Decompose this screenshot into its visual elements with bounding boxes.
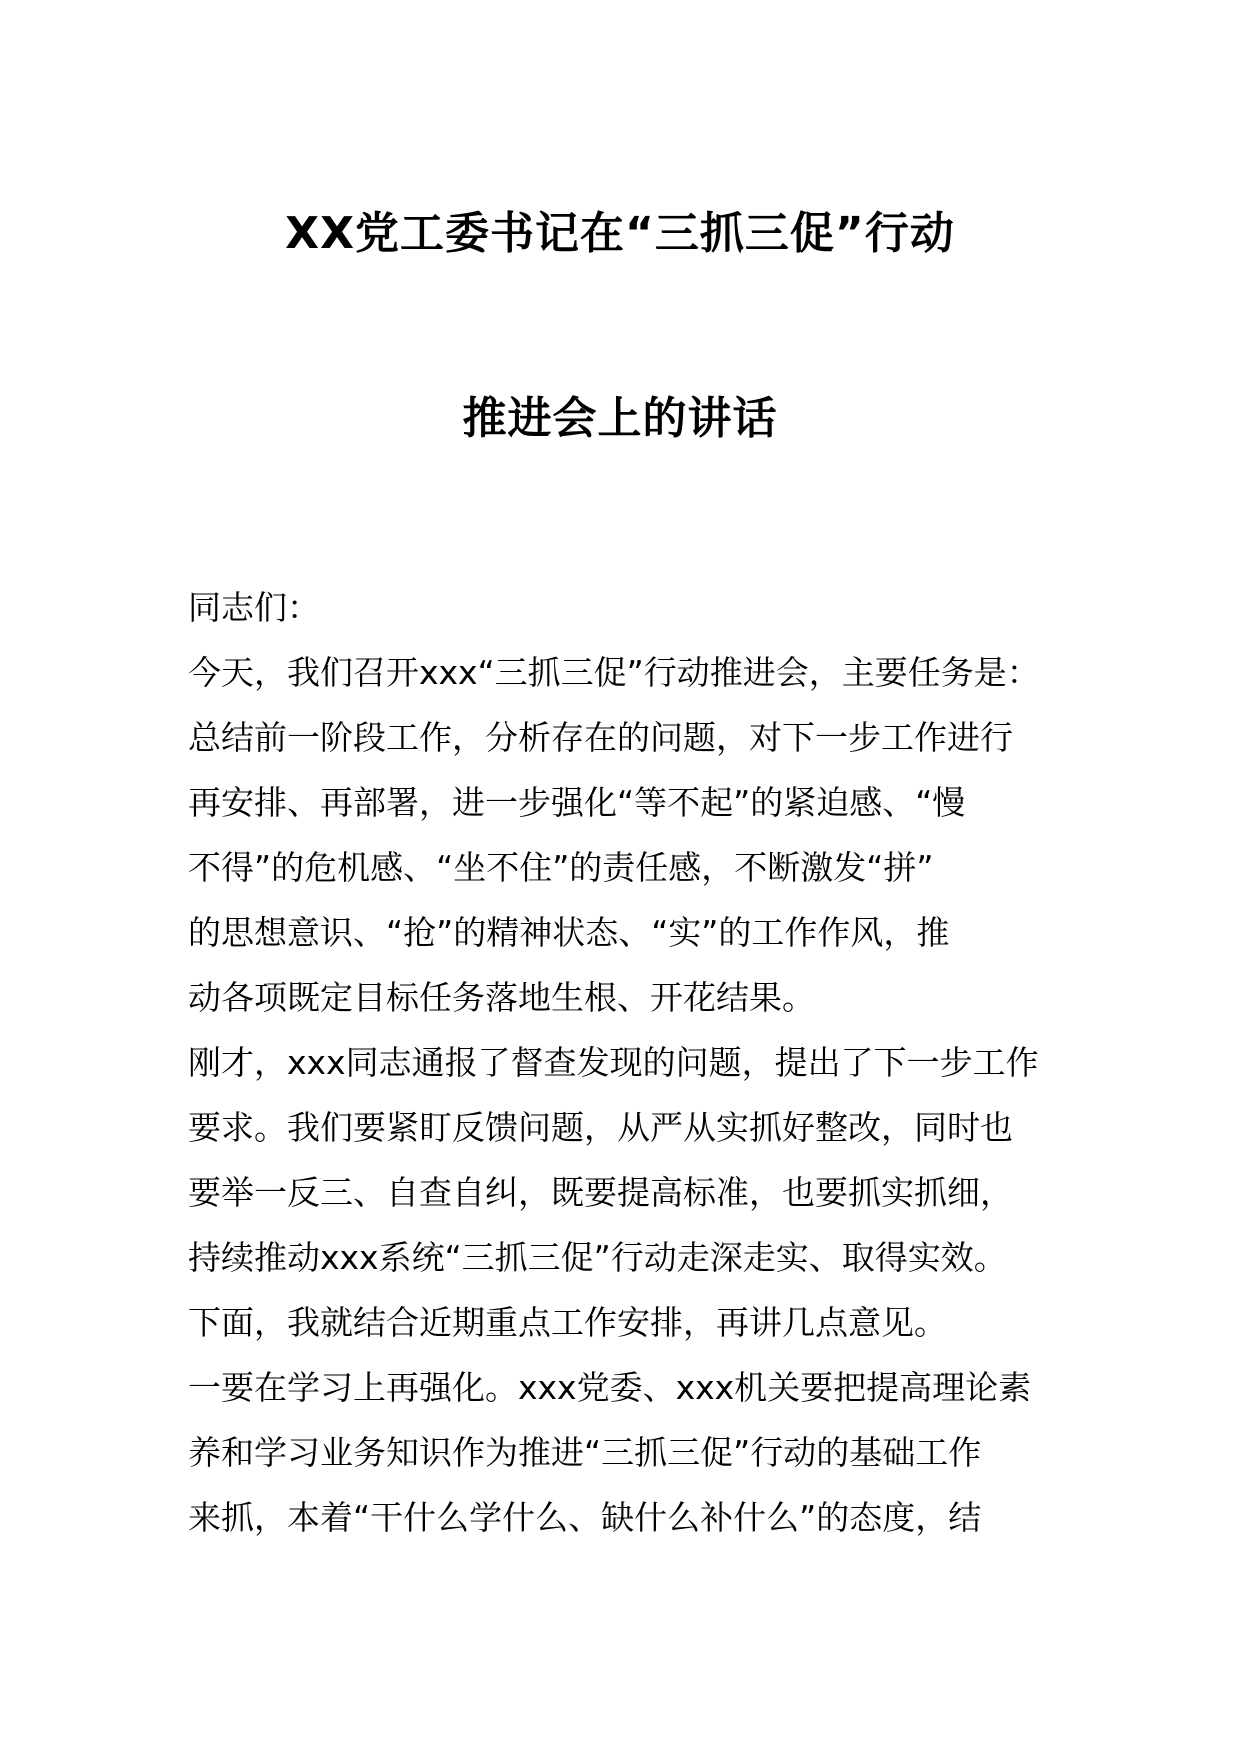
body-line: 下面，我就结合近期重点工作安排，再讲几点意见。 (188, 1303, 947, 1342)
body-line: 刚才，xxx同志通报了督查发现的问题，提出了下一步工作 (188, 1043, 1039, 1082)
body-line: 动各项既定目标任务落地生根、开花结果。 (188, 978, 815, 1017)
document-body (188, 575, 1058, 1550)
body-line: 不得”的危机感、“坐不住”的责任感，不断激发“拼” (188, 848, 934, 887)
body-line: 要举一反三、自查自纠，既要提高标准，也要抓实抓细， (188, 1173, 1013, 1212)
body-line: 要求。我们要紧盯反馈问题，从严从实抓好整改，同时也 (188, 1108, 1013, 1147)
document-title-line-2: 推进会上的讲话 (462, 393, 778, 444)
body-line: 一要在学习上再强化。xxx党委、xxx机关要把提高理论素 (188, 1368, 1032, 1407)
body-line: 今天，我们召开xxx“三抓三促”行动推进会，主要任务是： (188, 653, 1040, 692)
body-line: 来抓，本着“干什么学什么、缺什么补什么”的态度，结 (188, 1498, 982, 1537)
body-line: 总结前一阶段工作，分析存在的问题，对下一步工作进行 (188, 718, 1013, 757)
body-line: 再安排、再部署，进一步强化“等不起”的紧迫感、“慢 (188, 783, 966, 822)
body-line: 持续推动xxx系统“三抓三促”行动走深走实、取得实效。 (188, 1238, 1007, 1277)
body-line: 的思想意识、“抢”的精神状态、“实”的工作作风，推 (188, 913, 950, 952)
salutation: 同志们： (188, 588, 320, 627)
document-title-line-1: XX党工委书记在“三抓三促”行动 (285, 208, 955, 259)
body-line: 养和学习业务知识作为推进“三抓三促”行动的基础工作 (188, 1433, 982, 1472)
